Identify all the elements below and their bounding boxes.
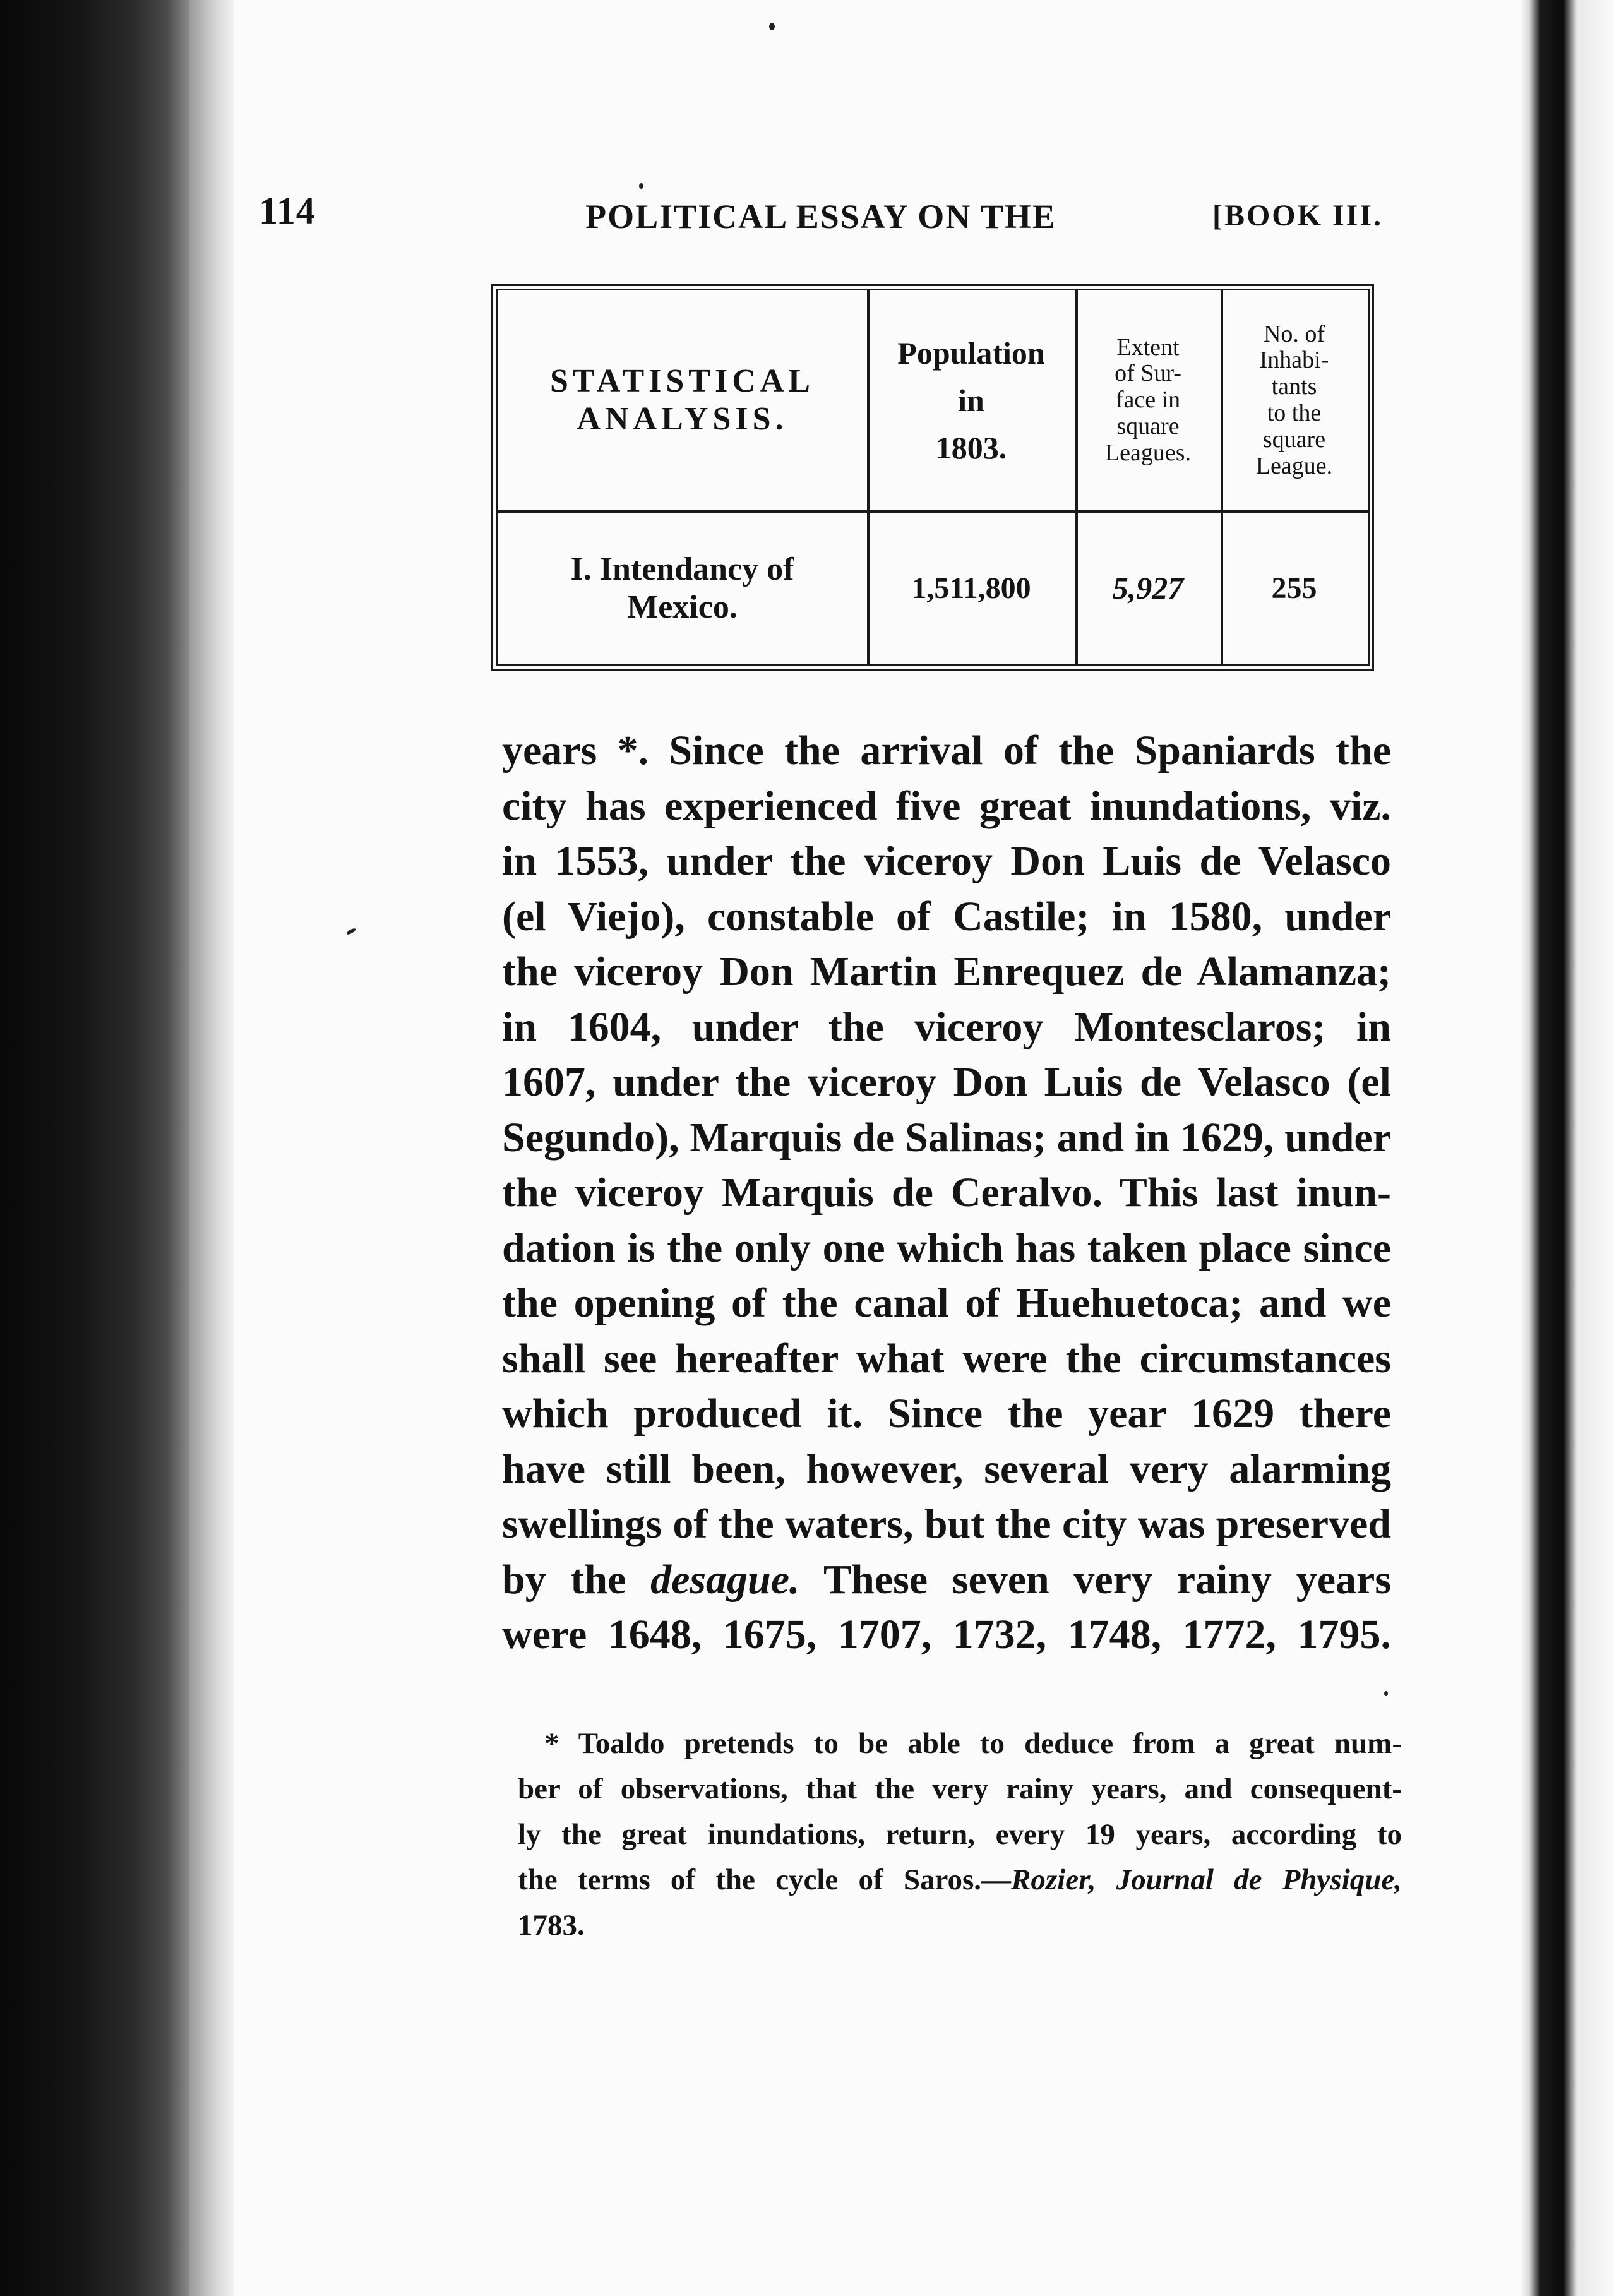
text-line: (el Viejo), constable of Castile; in 1580, under [502, 893, 1391, 940]
row-inhabitants: 255 [1271, 571, 1317, 606]
row-name: I. Intendancy of Mexico. [570, 551, 794, 625]
citation-journal: Journal de Physique, [1116, 1863, 1402, 1896]
text-fragment: the terms of the cycle of Saros.— [518, 1863, 1012, 1896]
text-line: have still been, however, several very alarming [502, 1445, 1391, 1492]
page-number: 114 [259, 190, 316, 232]
row-population: 1,511,800 [911, 571, 1031, 606]
text-line: the viceroy Don Martin Enrequez de Alamanza; [502, 948, 1391, 995]
text-fragment: by the [502, 1556, 651, 1603]
page-gutter-edge [189, 0, 234, 2296]
citation-author: Rozier, [1011, 1863, 1096, 1896]
right-page-edge [1522, 0, 1614, 2296]
italic-term: desague. [650, 1556, 800, 1603]
text-line: 1607, under the viceroy Don Luis de Velasco (el [502, 1059, 1391, 1105]
text-line: were 1648, 1675, 1707, 1732, 1748, 1772, 1795. [502, 1611, 1391, 1658]
footnote [518, 1721, 1402, 1948]
footnote-line: 1783. [518, 1909, 585, 1942]
print-speck [769, 23, 775, 30]
text-fragment [1096, 1863, 1116, 1896]
print-speck [1384, 1691, 1388, 1696]
book-spine-shadow [0, 0, 189, 2296]
footnote-line: ber of observations, that the very rainy years, and consequent- [518, 1773, 1402, 1805]
text-line: the viceroy Marquis de Ceralvo. This last inun- [502, 1169, 1391, 1216]
footnote-line [518, 1857, 1402, 1903]
header-statistical-analysis: STATISTICAL ANALYSIS. [550, 363, 815, 437]
running-title: POLITICAL ESSAY ON THE [585, 198, 1056, 236]
body-paragraph [502, 723, 1391, 1663]
header-extent: Extent of Sur- face in square Leagues. [1104, 333, 1192, 466]
text-line: the opening of the canal of Huehuetoca; and we [502, 1280, 1391, 1326]
text-line: in 1553, under the viceroy Don Luis de Velasco [502, 838, 1391, 884]
header-population: Population in 1803. [897, 335, 1045, 465]
statistics-table [491, 284, 1374, 671]
text-line: Segundo), Marquis de Salinas; and in 1629, under [502, 1114, 1391, 1161]
row-extent: 5,927 [1112, 570, 1184, 606]
footnote-line: * Toaldo pretends to be able to deduce from a great num- [544, 1727, 1402, 1760]
footnote-line: ly the great inundations, return, every 19 years, according to [518, 1818, 1402, 1851]
text-line: shall see hereafter what were the circumstances [502, 1335, 1391, 1382]
print-speck [639, 183, 643, 189]
text-line: swellings of the waters, but the city was preserved [502, 1501, 1391, 1547]
text-line: in 1604, under the viceroy Montesclaros; in [502, 1003, 1391, 1050]
text-line: years *. Since the arrival of the Spaniards the [502, 727, 1391, 774]
text-line [502, 1552, 1391, 1608]
text-line: city has experienced five great inundations, viz. [502, 782, 1391, 829]
running-head [259, 189, 1383, 240]
text-line: which produced it. Since the year 1629 there [502, 1390, 1391, 1437]
header-inhabitants: No. of Inhabi- tants to the square League. [1255, 320, 1333, 479]
text-fragment: These seven very rainy years [799, 1556, 1392, 1603]
text-line: dation is the only one which has taken place since [502, 1224, 1391, 1271]
book-label: [BOOK III. [1212, 199, 1383, 232]
